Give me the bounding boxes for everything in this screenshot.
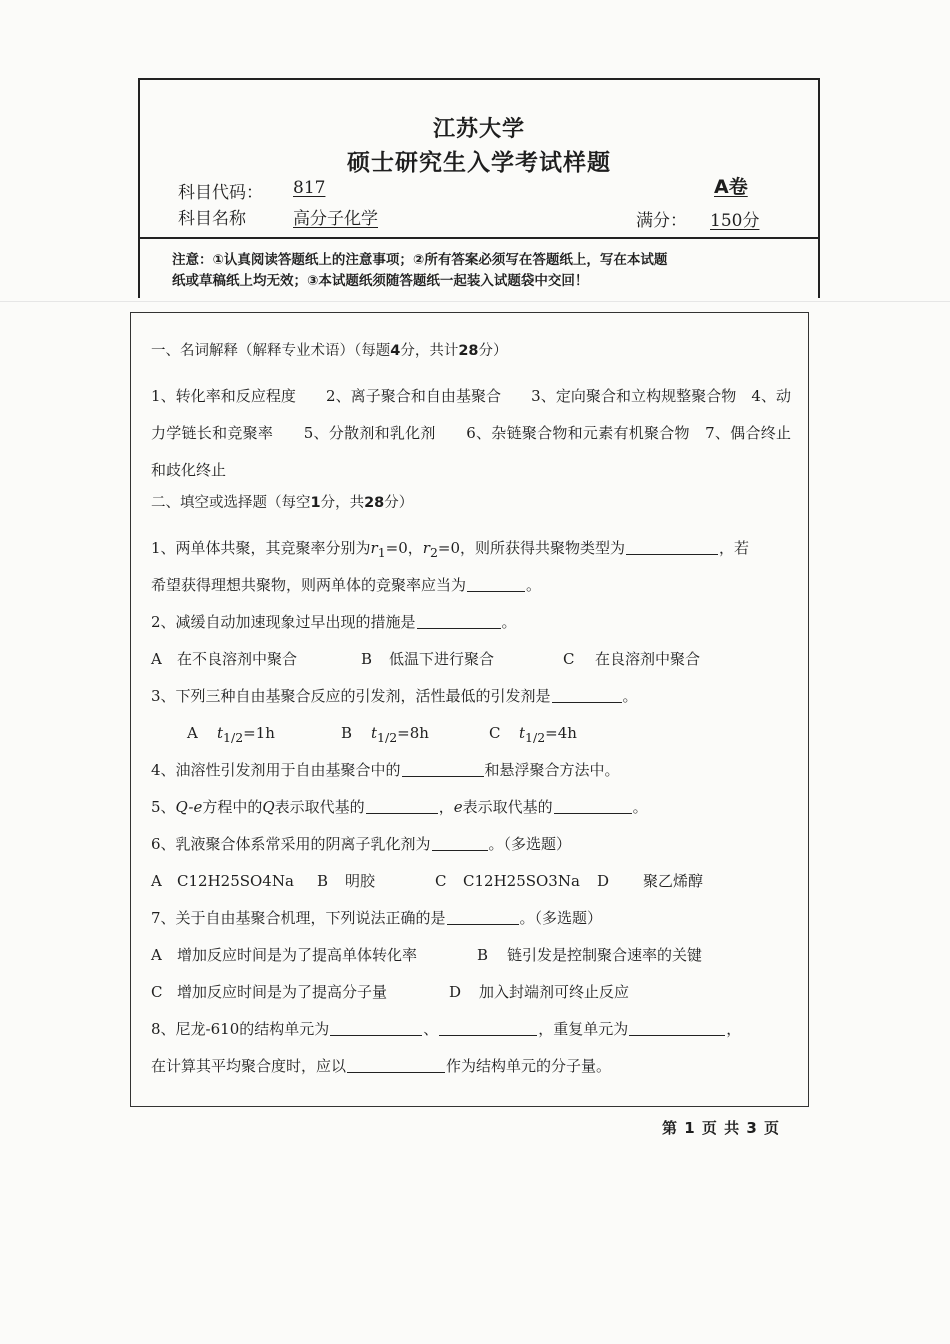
question-3-options <box>151 715 791 752</box>
question-1-line-2: 希望获得理想共聚物，则两单体的竞聚率应当为 。 <box>151 576 542 594</box>
question-6-options <box>151 863 791 900</box>
answer-blank[interactable] <box>467 575 525 592</box>
exam-notice <box>172 250 782 292</box>
question-7: 7、关于自由基聚合机理，下列说法正确的是 。（多选题） <box>151 909 603 927</box>
question-6: 6、乳液聚合体系常采用的阴离子乳化剂为 。（多选题） <box>151 835 572 853</box>
question-7-options-cd <box>151 974 791 1011</box>
option-b: B $t_{1/2}=8h$ <box>341 724 429 745</box>
option-d: D 加入封端剂可终止反应 <box>449 983 630 1001</box>
full-score: 150分 <box>710 211 760 231</box>
answer-blank[interactable] <box>432 834 488 851</box>
exam-header <box>138 78 820 298</box>
option-a: A $t_{1/2}=1h$ <box>187 724 275 745</box>
section-1-terms: 1、转化率和反应程度 2、离子聚合和自由基聚合 3、定向聚合和立构规整聚合物 4、动力学链长和竞聚率 5、分散剂和乳化剂 6、杂链聚合物和元素有机聚合物 7、偶合终止和歧化终止 <box>151 387 791 479</box>
section-2-title: 二、填空或选择题（每空1分，共28分） <box>151 495 414 511</box>
answer-blank[interactable] <box>447 908 519 925</box>
section-1-title: 一、名词解释（解释专业术语）（每题4分，共计28分） <box>151 343 508 359</box>
answer-blank[interactable] <box>330 1019 422 1036</box>
question-1-line-1: 1、两单体共聚，其竞聚率分别为$r_1=0$，$r_2=0$，则所获得共聚物类型为 ，若 <box>151 539 750 560</box>
answer-blank[interactable] <box>626 538 718 555</box>
header-divider <box>140 237 818 239</box>
option-a: A 在不良溶剂中聚合 <box>151 650 298 668</box>
option-b: B 低温下进行聚合 <box>361 650 495 668</box>
university-name: 江苏大学 <box>432 117 525 142</box>
question-7-options-ab <box>151 937 791 974</box>
option-c: C $t_{1/2}=4h$ <box>489 724 577 745</box>
question-8-line-1: 8、尼龙-610的结构单元为 、 ，重复单元为 ， <box>151 1020 742 1038</box>
option-c: C 增加反应时间是为了提高分子量 <box>151 983 388 1001</box>
page-number: 第 1 页 共 3 页 <box>662 1119 780 1137</box>
page-fold-line <box>0 301 950 302</box>
subject-name: 高分子化学 <box>293 209 378 229</box>
notice-line-2: 纸或草稿纸上均无效；③本试题纸须随答题纸一起装入试题袋中交回！ <box>172 273 589 289</box>
answer-blank[interactable] <box>402 760 484 777</box>
option-b: B 明胶 <box>317 872 376 890</box>
subject-name-label: 科目名称 <box>178 209 246 229</box>
question-2: 2、减缓自动加速现象过早出现的措施是 。 <box>151 613 517 631</box>
question-content <box>151 341 791 1085</box>
exam-title: 硕士研究生入学考试样题 <box>347 150 611 176</box>
full-score-label: 满分： <box>636 211 687 231</box>
subject-code-label: 科目代码： <box>178 183 263 203</box>
option-d: D 聚乙烯醇 <box>597 872 704 890</box>
option-c: C C12H25SO3Na <box>435 872 580 890</box>
question-box <box>130 312 809 1107</box>
option-b: B 链引发是控制聚合速率的关键 <box>477 946 703 964</box>
answer-blank[interactable] <box>552 686 622 703</box>
paper-version: A卷 <box>714 176 748 198</box>
question-4: 4、油溶性引发剂用于自由基聚合中的 和悬浮聚合方法中。 <box>151 761 620 779</box>
question-5: 5、Q-e方程中的Q表示取代基的 ，e表示取代基的 。 <box>151 798 648 816</box>
question-8-line-2: 在计算其平均聚合度时，应以 作为结构单元的分子量。 <box>151 1057 612 1075</box>
question-2-options <box>151 641 791 678</box>
answer-blank[interactable] <box>347 1056 445 1073</box>
answer-blank[interactable] <box>439 1019 537 1036</box>
subject-code: 817 <box>293 178 326 198</box>
answer-blank[interactable] <box>417 612 501 629</box>
notice-line-1: 注意：①认真阅读答题纸上的注意事项；②所有答案必须写在答题纸上，写在本试题 <box>172 252 668 268</box>
question-3: 3、下列三种自由基聚合反应的引发剂，活性最低的引发剂是 。 <box>151 687 638 705</box>
answer-blank[interactable] <box>554 797 632 814</box>
answer-blank[interactable] <box>366 797 438 814</box>
option-c: C 在良溶剂中聚合 <box>563 650 701 668</box>
option-a: A C12H25SO4Na <box>151 872 294 890</box>
option-a: A 增加反应时间是为了提高单体转化率 <box>151 946 418 964</box>
answer-blank[interactable] <box>629 1019 725 1036</box>
